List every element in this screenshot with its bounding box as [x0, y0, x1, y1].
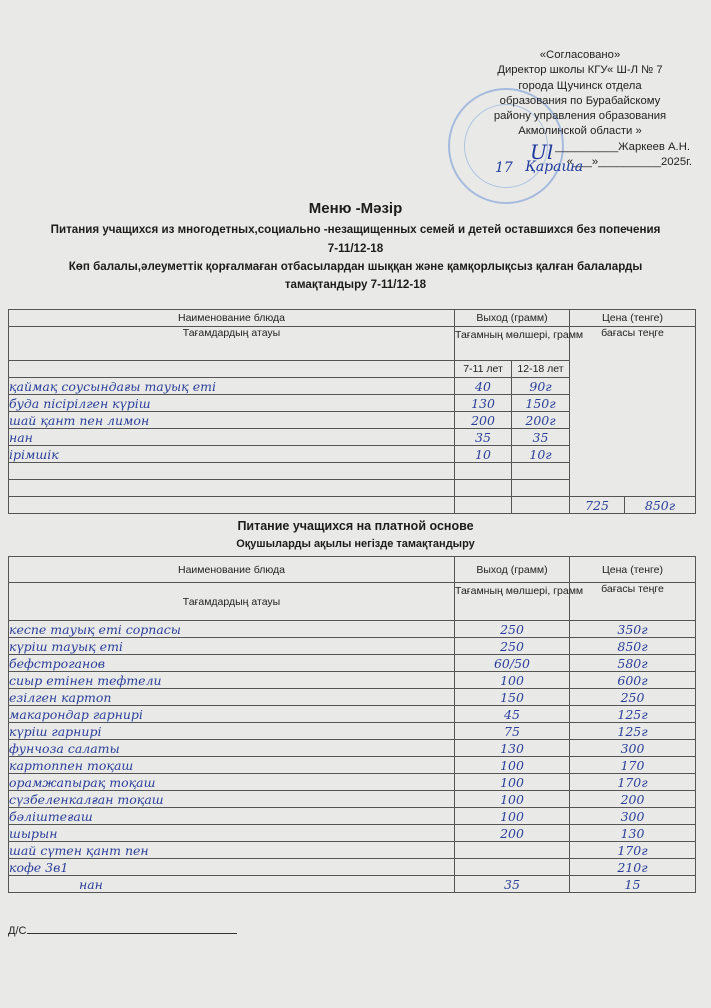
approval-line: образования по Бурабайскому	[499, 94, 661, 107]
table-cell	[9, 361, 455, 378]
output-gram: 100	[455, 757, 570, 774]
output-12-18: 90г	[512, 378, 570, 395]
output-12-18: 200г	[512, 412, 570, 429]
dish-name: фунчоза салаты	[9, 740, 455, 757]
dish-name	[9, 480, 455, 497]
output-gram: 35	[455, 876, 570, 893]
subtitle-kz-2: тамақтандыру 7-11/12-18	[284, 278, 427, 291]
dish-name: бәліштеғаш	[9, 808, 455, 825]
dish-name: нан	[9, 429, 455, 446]
output-gram	[455, 859, 570, 876]
header-price-kz: бағасы теңге	[601, 327, 664, 339]
price-tenge: 200	[570, 791, 696, 808]
header-output-kz: Тағамның мөлшері, грамм	[455, 327, 570, 361]
output-12-18	[512, 463, 570, 480]
subtitle-ru: Питания учащихся из многодетных,социально -незащищенных семей и детей оставшихся без попечения	[50, 223, 661, 236]
output-gram: 250	[455, 621, 570, 638]
header-dish-name-ru: Наименование блюда	[9, 310, 455, 327]
dish-name: езілген картоп	[9, 689, 455, 706]
price-tenge: 350г	[570, 621, 696, 638]
dish-name	[9, 463, 455, 480]
dish-name: картоппен тоқаш	[9, 757, 455, 774]
header-dish-name-ru: Наименование блюда	[9, 557, 455, 583]
dish-name: сиыр етінен тефтели	[9, 672, 455, 689]
output-gram: 75	[455, 723, 570, 740]
output-gram: 100	[455, 672, 570, 689]
price-tenge: 580г	[570, 655, 696, 672]
subtitle-kz: Көп балалы,әлеуметтік қорғалмаған отбасылардан шыққан және қамқорлықсыз қалған балаларды	[68, 260, 643, 273]
output-7-11: 200	[455, 412, 512, 429]
price-12-18: 850г	[625, 497, 696, 514]
dish-name: орамжапырақ тоқаш	[9, 774, 455, 791]
output-12-18: 35	[512, 429, 570, 446]
price-tenge: 300	[570, 808, 696, 825]
page-title: Меню -Мәзір	[308, 200, 403, 217]
header-price-ru: Цена (тенге)	[570, 310, 696, 327]
price-tenge: 600г	[570, 672, 696, 689]
output-7-11	[455, 463, 512, 480]
signature-line: __________Жаркеев А.Н.	[555, 140, 690, 153]
approval-line: «Согласовано»	[539, 49, 621, 61]
paid-meal-table	[8, 556, 696, 893]
period-ru: 7-11/12-18	[327, 242, 384, 255]
dish-name: шай қант пен лимон	[9, 412, 455, 429]
price-tenge: 210г	[570, 859, 696, 876]
price-tenge: 170	[570, 757, 696, 774]
header-output-ru: Выход (грамм)	[455, 310, 570, 327]
signature-underline	[27, 924, 237, 934]
approval-line: Директор школы КГУ« Ш-Л № 7	[497, 64, 663, 77]
price-tenge: 170г	[570, 842, 696, 859]
output-7-11: 130	[455, 395, 512, 412]
output-12-18: 10г	[512, 446, 570, 463]
table-cell	[9, 497, 455, 514]
output-12-18	[512, 480, 570, 497]
output-gram: 100	[455, 774, 570, 791]
header-dish-name-kz: Тағамдардың атауы	[9, 583, 455, 621]
dish-name: нан	[9, 876, 455, 893]
approval-line: города Щучинск отдела	[518, 79, 642, 92]
output-gram: 100	[455, 791, 570, 808]
header-price-kz: бағасы теңге	[570, 583, 696, 621]
handwritten-day: 17	[495, 160, 513, 176]
output-7-11: 35	[455, 429, 512, 446]
free-meal-table	[8, 309, 696, 514]
output-gram: 60/50	[455, 655, 570, 672]
output-gram: 100	[455, 808, 570, 825]
dish-name: кофе 3в1	[9, 859, 455, 876]
approval-line: району управления образования	[493, 110, 667, 123]
dish-name: макарондар гарнирі	[9, 706, 455, 723]
price-tenge: 125г	[570, 723, 696, 740]
dish-name: қаймақ соусындағы тауық еті	[9, 378, 455, 395]
price-tenge: 170г	[570, 774, 696, 791]
price-tenge: 125г	[570, 706, 696, 723]
table-cell	[512, 497, 570, 514]
output-gram: 200	[455, 825, 570, 842]
dish-name: ірімшік	[9, 446, 455, 463]
subheader-12-18: 12-18 лет	[512, 361, 570, 378]
output-gram: 150	[455, 689, 570, 706]
handwritten-month: Қараша	[525, 159, 584, 175]
approval-line: Акмолинской области »	[518, 125, 642, 138]
output-gram: 45	[455, 706, 570, 723]
header-output-ru: Выход (грамм)	[455, 557, 570, 583]
section-title-kz: Оқушыларды ақылы негізде тамақтандыру	[236, 538, 475, 550]
price-tenge: 130	[570, 825, 696, 842]
director-signature: Ul	[530, 140, 554, 164]
price-block	[570, 327, 696, 497]
header-dish-name-kz: Тағамдардың атауы	[9, 327, 455, 361]
dish-name: буда пісірілген күріш	[9, 395, 455, 412]
header-price-ru: Цена (тенге)	[570, 557, 696, 583]
price-tenge: 250	[570, 689, 696, 706]
dish-name: күріш гарнирі	[9, 723, 455, 740]
subheader-7-11: 7-11 лет	[455, 361, 512, 378]
date-line: «___»__________2025г.	[566, 156, 692, 169]
footer-label: Д/С	[8, 925, 27, 937]
approval-block	[462, 48, 698, 170]
price-tenge: 15	[570, 876, 696, 893]
output-7-11: 40	[455, 378, 512, 395]
footer-signature	[8, 924, 237, 937]
dish-name: шырын	[9, 825, 455, 842]
output-7-11	[455, 480, 512, 497]
output-gram: 250	[455, 638, 570, 655]
price-tenge: 300	[570, 740, 696, 757]
dish-name: сүзбеленкалған тоқаш	[9, 791, 455, 808]
section-title-ru: Питание учащихся на платной основе	[237, 519, 474, 533]
dish-name: кеспе тауық еті сорпасы	[9, 621, 455, 638]
output-12-18: 150г	[512, 395, 570, 412]
dish-name: шай сүтен қант пен	[9, 842, 455, 859]
output-gram	[455, 842, 570, 859]
price-tenge: 850г	[570, 638, 696, 655]
dish-name: бефстроганов	[9, 655, 455, 672]
output-7-11: 10	[455, 446, 512, 463]
price-7-11: 725	[570, 497, 625, 514]
header-output-kz: Тағамның мөлшері, грамм	[455, 583, 570, 621]
table-cell	[455, 497, 512, 514]
output-gram: 130	[455, 740, 570, 757]
dish-name: күріш тауық еті	[9, 638, 455, 655]
